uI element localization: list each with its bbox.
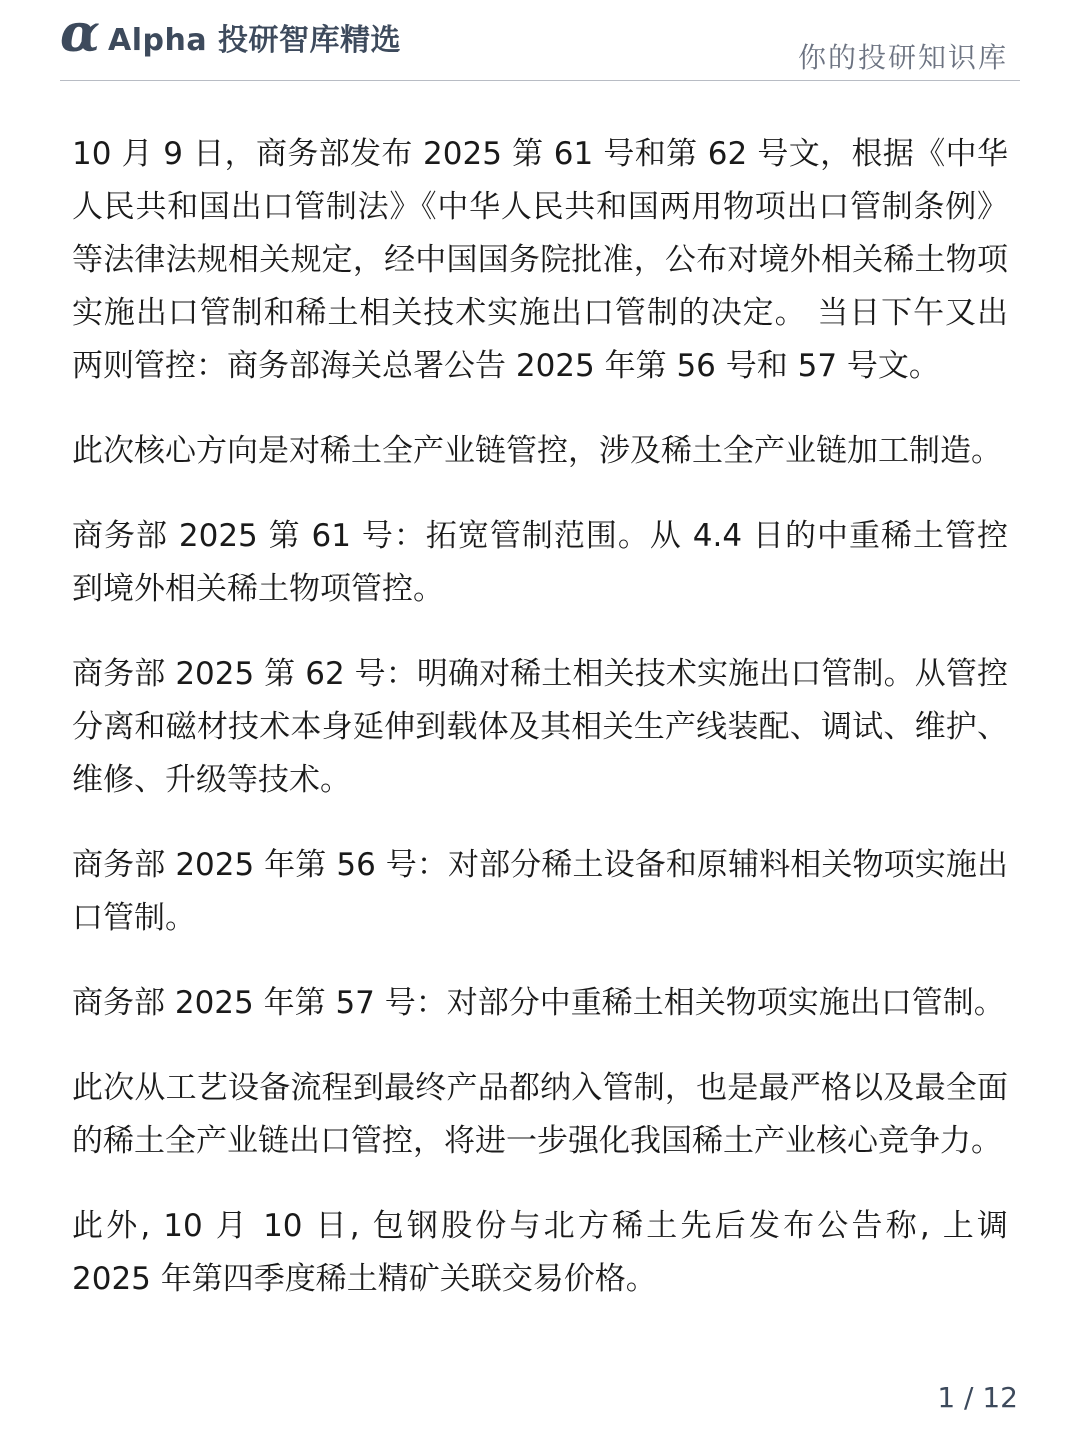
paragraph: 此外, 10 月 10 日, 包钢股份与北方稀土先后发布公告称, 上调 2025 年第四季度稀土精矿关联交易价格。 (72, 1208, 1008, 1297)
header-tagline: 你的投研知识库 (797, 41, 1008, 74)
article-body (72, 128, 1008, 1338)
paragraph: 10 月 9 日，商务部发布 2025 第 61 号和第 62 号文，根据《中华人民共和国出口管制法》《中华人民共和国两用物项出口管制条例》等法律法规相关规定，经中国国务院批准，公布对境外相关稀土物项实施出口管制和稀土相关技术实施出口管制的决定。 当日下午又出两则管控：商务部海关总署公告 2025 年第 56 号和 57 号文。 (72, 136, 1008, 384)
paragraph: 商务部 2025 年第 56 号：对部分稀土设备和原辅料相关物项实施出口管制。 (72, 847, 1008, 936)
paragraph: 商务部 2025 第 62 号：明确对稀土相关技术实施出口管制。从管控分离和磁材技术本身延伸到载体及其相关生产线装配、调试、维护、维修、升级等技术。 (72, 656, 1008, 798)
brand-title: Alpha 投研智库精选 (108, 23, 402, 58)
alpha-icon: α (60, 3, 101, 64)
paragraph: 此次从工艺设备流程到最终产品都纳入管制，也是最严格以及最全面的稀土全产业链出口管控，将进一步强化我国稀土产业核心竞争力。 (72, 1070, 1008, 1159)
page-header (60, 0, 1020, 81)
brand-logo (60, 3, 402, 64)
paragraph: 此次核心方向是对稀土全产业链管控，涉及稀土全产业链加工制造。 (72, 433, 1002, 469)
page-indicator: 1 / 12 (937, 1381, 1018, 1414)
paragraph: 商务部 2025 第 61 号：拓宽管制范围。从 4.4 日的中重稀土管控到境外相关稀土物项管控。 (72, 518, 1008, 607)
paragraph: 商务部 2025 年第 57 号：对部分中重稀土相关物项实施出口管制。 (72, 985, 1005, 1021)
